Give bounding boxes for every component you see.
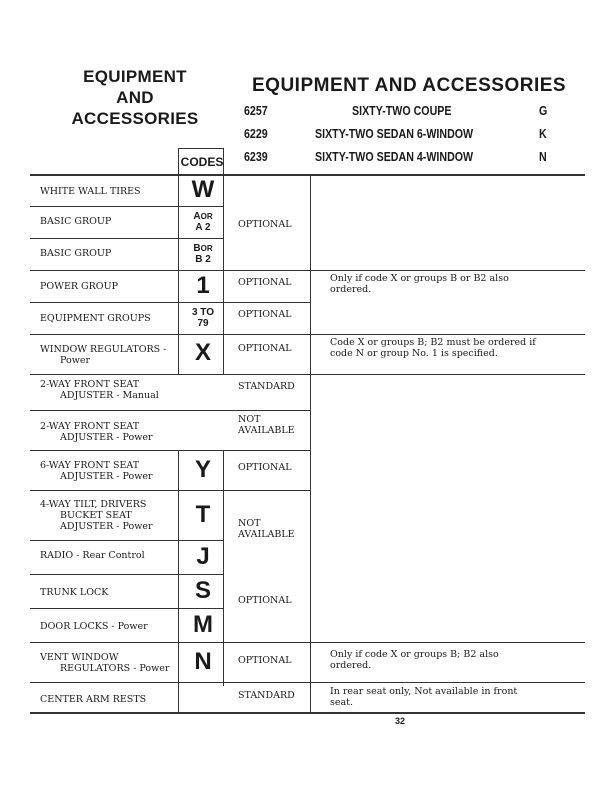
note-center-arm-rests: In rear seat only, Not available in front seat. <box>330 686 518 708</box>
model-letter-6257: G <box>539 103 548 118</box>
code-t: T <box>195 501 211 528</box>
item-basic-group-b: BASIC GROUP <box>40 248 112 259</box>
item-line: BUCKET SEAT <box>60 510 132 521</box>
status-window-regulators: OPTIONAL <box>238 343 292 354</box>
item-6way-power <box>40 460 153 482</box>
left-title: EQUIPMENT AND ACCESSORIES <box>71 67 199 128</box>
item-line: 2-WAY FRONT SEAT <box>40 379 140 390</box>
page-number: 32 <box>395 716 406 726</box>
status-line: AVAILABLE <box>238 425 295 436</box>
code-col-left-1 <box>178 174 179 374</box>
status-center-arm-rests: STANDARD <box>238 690 295 701</box>
item-line: ADJUSTER - Manual <box>60 390 159 401</box>
status-line: NOT <box>238 414 261 425</box>
note-vent-window: Only if code X or groups B; B2 also ordered. <box>330 649 499 671</box>
status-basic-group: OPTIONAL <box>238 219 292 230</box>
item-line: 4-WAY TILT, DRIVERS <box>40 499 147 510</box>
code-a-a2 <box>182 211 224 233</box>
code-b-b2 <box>182 243 224 265</box>
item-white-wall-tires: WHITE WALL TIRES <box>40 186 141 197</box>
item-line: VENT WINDOW <box>40 652 119 663</box>
item-line: 2-WAY FRONT SEAT <box>40 421 140 432</box>
item-window-regulators <box>40 344 166 366</box>
code-part: B <box>193 243 201 254</box>
model-number-6239: 6239 <box>244 149 268 164</box>
status-power-group: OPTIONAL <box>238 277 292 288</box>
status-2way-manual: STANDARD <box>238 381 295 392</box>
code-y: Y <box>194 456 211 483</box>
item-center-arm-rests: CENTER ARM RESTS <box>40 694 147 705</box>
model-name-6239: SIXTY-TWO SEDAN 4-WINDOW <box>315 149 474 164</box>
item-2way-manual <box>40 379 159 401</box>
code-part: OR <box>200 212 213 221</box>
item-door-locks: DOOR LOCKS - Power <box>40 621 148 632</box>
item-vent-window <box>40 652 169 674</box>
item-line: WINDOW REGULATORS - <box>40 344 167 355</box>
main-title: EQUIPMENT AND ACCESSORIES <box>252 75 567 96</box>
item-basic-group-a: BASIC GROUP <box>40 216 112 227</box>
model-letter-6239: N <box>539 149 547 164</box>
model-number-6229: 6229 <box>244 126 268 141</box>
item-power-group: POWER GROUP <box>40 281 118 292</box>
code-part: A <box>193 211 201 222</box>
status-equipment-groups: OPTIONAL <box>238 309 292 320</box>
model-name-6229: SIXTY-TWO SEDAN 6-WINDOW <box>315 126 474 141</box>
model-number-6257: 6257 <box>244 103 268 118</box>
item-equipment-groups: EQUIPMENT GROUPS <box>40 313 151 324</box>
code-part: B 2 <box>195 254 211 265</box>
item-trunk-lock: TRUNK LOCK <box>40 587 109 598</box>
code-j: J <box>196 543 210 570</box>
code-part: A 2 <box>195 222 211 233</box>
codes-header-right-border <box>223 148 224 174</box>
code-1: 1 <box>196 272 210 299</box>
status-line: AVAILABLE <box>238 529 295 540</box>
status-4way <box>238 518 295 540</box>
item-line: ADJUSTER - Power <box>60 521 153 532</box>
code-part: 79 <box>197 318 209 329</box>
status-6way: OPTIONAL <box>238 462 292 473</box>
code-3-to-79 <box>182 307 224 329</box>
item-line: ADJUSTER - Power <box>60 432 153 443</box>
note-window-regulators: Code X or groups B; B2 must be ordered if code N or group No. 1 is specified. <box>330 337 536 359</box>
note-power-group: Only if code X or groups B or B2 also ordered. <box>330 273 509 295</box>
item-radio-rear: RADIO - Rear Control <box>40 550 145 561</box>
status-vent-window: OPTIONAL <box>238 655 292 666</box>
item-2way-power <box>40 421 153 443</box>
status-2way-power <box>238 414 295 436</box>
code-s: S <box>194 577 211 604</box>
status-trunk-lock: OPTIONAL <box>238 595 292 606</box>
model-letter-6229: K <box>539 126 547 141</box>
status-col-right <box>310 174 311 712</box>
code-w: W <box>191 176 215 203</box>
codes-header-top-border <box>178 148 224 149</box>
code-n: N <box>194 648 212 675</box>
item-line: REGULATORS - Power <box>60 663 170 674</box>
code-m: M <box>193 611 213 638</box>
item-line: Power <box>60 355 91 366</box>
status-line: NOT <box>238 518 261 529</box>
table-top-border <box>30 174 585 176</box>
code-x: X <box>194 339 211 366</box>
item-line: ADJUSTER - Power <box>60 471 153 482</box>
item-line: 6-WAY FRONT SEAT <box>40 460 140 471</box>
code-part: 3 TO <box>191 307 215 318</box>
codes-header: CODES <box>180 155 224 169</box>
codes-header-left-border <box>178 148 179 174</box>
item-4way-tilt <box>40 499 153 532</box>
code-part: OR <box>200 244 213 253</box>
table-bottom-border <box>30 712 585 714</box>
model-name-6257: SIXTY-TWO COUPE <box>352 103 452 118</box>
